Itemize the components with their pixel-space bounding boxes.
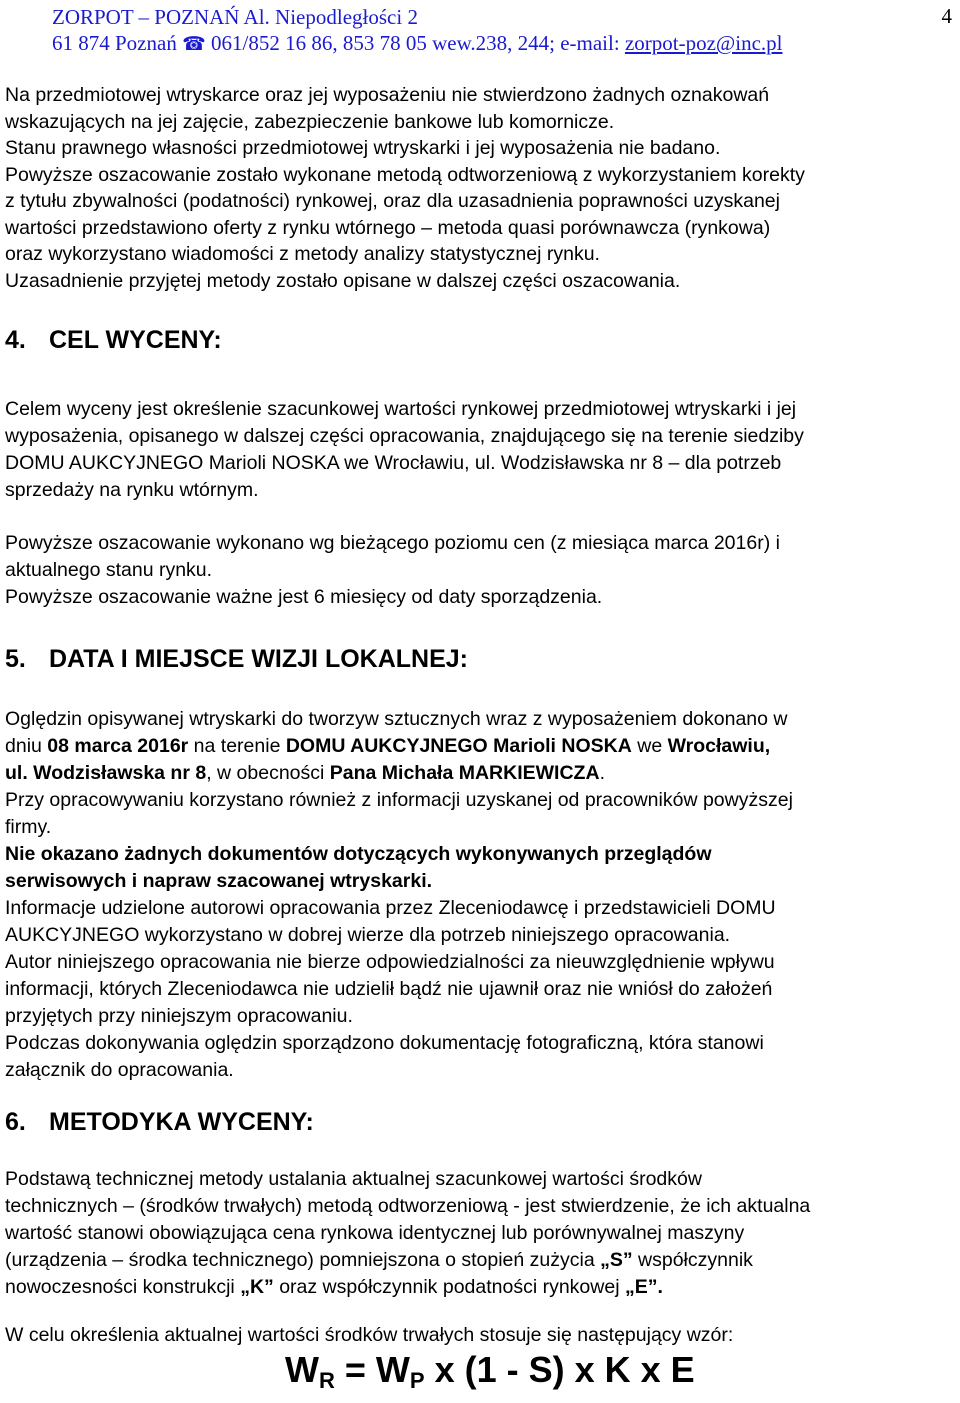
- text-line: wartość stanowi obowiązująca cena rynkowa identycznej lub porównywalnej maszyny: [5, 1222, 745, 1244]
- section-6-paragraph: [5, 1166, 955, 1301]
- section-title: METODYKA WYCENY:: [49, 1108, 314, 1136]
- text-line: (urządzenia – środka technicznego) pomniejszona o stopień zużycia „S” współczynnik: [5, 1249, 753, 1271]
- section-4-heading: [5, 326, 222, 355]
- text-line: nowoczesności konstrukcji „K” oraz współczynnik podatności rynkowej „E”.: [5, 1276, 663, 1298]
- valuation-formula: $W_R = W_P$ x (1 - S) x K x E: [285, 1349, 695, 1393]
- text-line: Oględzin opisywanej wtryskarki do tworzyw sztucznych wraz z wyposażeniem dokonano w: [5, 708, 788, 730]
- symbol-s: „S”: [600, 1249, 633, 1271]
- section-5-heading: [5, 645, 468, 674]
- inspection-date: 08 marca 2016r: [47, 735, 189, 757]
- page-number: 4: [941, 4, 952, 28]
- text-line: wartości przedstawiono oferty z rynku wtórnego – metoda quasi porównawcza (rynkowa): [5, 216, 771, 239]
- text-line: ul. Wodzisławska nr 8, w obecności Pana Michała MARKIEWICZA.: [5, 762, 605, 784]
- text-line: Podczas dokonywania oględzin sporządzono dokumentację fotograficzną, która stanowi: [5, 1032, 764, 1054]
- text-line: Uzasadnienie przyjętej metody zostało opisane w dalszej części oszacowania.: [5, 269, 681, 292]
- text-line: Powyższe oszacowanie ważne jest 6 miesięcy od daty sporządzenia.: [5, 586, 603, 608]
- telephone-icon: ☎: [182, 34, 206, 55]
- text-line: wyposażenia, opisanego w dalszej części opracowania, znajdującego się na terenie siedziby: [5, 425, 804, 447]
- text-line: z tytułu zbywalności (podatności) rynkowej, oraz dla uzasadnienia poprawności uzyskanej: [5, 190, 780, 212]
- text-line: Na przedmiotowej wtryskarce oraz jej wyposażeniu nie stwierdzono żadnych oznakowań: [5, 84, 770, 106]
- section-5-paragraph: [5, 706, 955, 1084]
- header-phones: 061/852 16 86, 853 78 05 wew.238, 244; e-mail:: [211, 31, 620, 55]
- text-line: wskazujących na jej zajęcie, zabezpieczenie bankowe lub komornicze.: [5, 110, 615, 133]
- header-line-2: [52, 30, 782, 58]
- text-line: AUKCYJNEGO wykorzystano w dobrej wierze dla potrzeb niniejszego opracowania.: [5, 924, 731, 946]
- header-address: 61 874 Poznań: [52, 31, 177, 55]
- text-line: informacji, których Zleceniodawca nie udzielił bądź nie ujawnił oraz nie wniósł do założeń: [5, 978, 773, 1000]
- city-name: Wrocławiu,: [667, 735, 771, 757]
- section-number: 4.: [5, 326, 26, 354]
- section-4-paragraph-1: [5, 396, 955, 504]
- text-line: W celu określenia aktualnej wartości środków trwałych stosuje się następujący wzór:: [5, 1324, 734, 1346]
- text-line: załącznik do opracowania.: [5, 1059, 234, 1081]
- bold-notice-line: Nie okazano żadnych dokumentów dotyczących wykonywanych przeglądów: [5, 843, 712, 865]
- intro-paragraph: [5, 82, 955, 294]
- text-line: Celem wyceny jest określenie szacunkowej wartości rynkowej przedmiotowej wtryskarki i jej: [5, 398, 797, 420]
- formula-intro: [5, 1322, 955, 1349]
- text-line: Stanu prawnego własności przedmiotowej wtryskarki i jej wyposażenia nie badano.: [5, 137, 721, 159]
- text-line: technicznych – (środków trwałych) metodą odtworzeniową - jest stwierdzenie, że ich aktualna: [5, 1195, 811, 1217]
- text-line: Autor niniejszego opracowania nie bierze odpowiedzialności za nieuwzględnienie wpływu: [5, 951, 775, 973]
- bold-notice-line: serwisowych i napraw szacowanej wtryskarki.: [5, 870, 433, 892]
- header-line-1: ZORPOT – POZNAŃ Al. Niepodległości 2: [52, 5, 418, 29]
- section-title: DATA I MIEJSCE WIZJI LOKALNEJ:: [49, 645, 468, 673]
- auction-house-name: DOMU AUKCYJNEGO Marioli NOSKA: [285, 735, 632, 757]
- text-line: dniu 08 marca 2016r na terenie DOMU AUKCYJNEGO Marioli NOSKA we Wrocławiu,: [5, 735, 771, 757]
- text-line: firmy.: [5, 816, 52, 838]
- text-line: Podstawą technicznej metody ustalania aktualnej szacunkowej wartości środków: [5, 1168, 702, 1190]
- section-6-heading: [5, 1108, 314, 1137]
- text-line: oraz wykorzystano wiadomości z metody analizy statystycznej rynku.: [5, 243, 600, 265]
- text-line: aktualnego stanu rynku.: [5, 559, 213, 581]
- text-line: DOMU AUKCYJNEGO Marioli NOSKA we Wrocławiu, ul. Wodzisławska nr 8 – dla potrzeb: [5, 452, 782, 474]
- text-line: przyjętych przy niniejszym opracowaniu.: [5, 1005, 353, 1027]
- document-header: [52, 4, 782, 58]
- text-line: Powyższe oszacowanie wykonano wg bieżącego poziomu cen (z miesiąca marca 2016r) i: [5, 532, 780, 554]
- text-line: Informacje udzielone autorowi opracowania przez Zleceniodawcę i przedstawicieli DOMU: [5, 897, 776, 919]
- section-number: 6.: [5, 1108, 26, 1136]
- symbol-k: „K”: [240, 1276, 274, 1298]
- email-link[interactable]: zorpot-poz@inc.pl: [624, 31, 783, 55]
- person-name: Pana Michała MARKIEWICZA: [329, 762, 600, 784]
- text-line: sprzedaży na rynku wtórnym.: [5, 479, 259, 501]
- section-number: 5.: [5, 645, 26, 673]
- section-title: CEL WYCENY:: [49, 326, 222, 354]
- text-line: Powyższe oszacowanie zostało wykonane metodą odtworzeniową z wykorzystaniem korekty: [5, 163, 805, 186]
- symbol-e: „E”.: [624, 1276, 663, 1298]
- text-line: Przy opracowywaniu korzystano również z informacji uzyskanej od pracowników powyższej: [5, 789, 793, 811]
- street-address: ul. Wodzisławska nr 8: [5, 762, 207, 784]
- section-4-paragraph-2: [5, 530, 955, 611]
